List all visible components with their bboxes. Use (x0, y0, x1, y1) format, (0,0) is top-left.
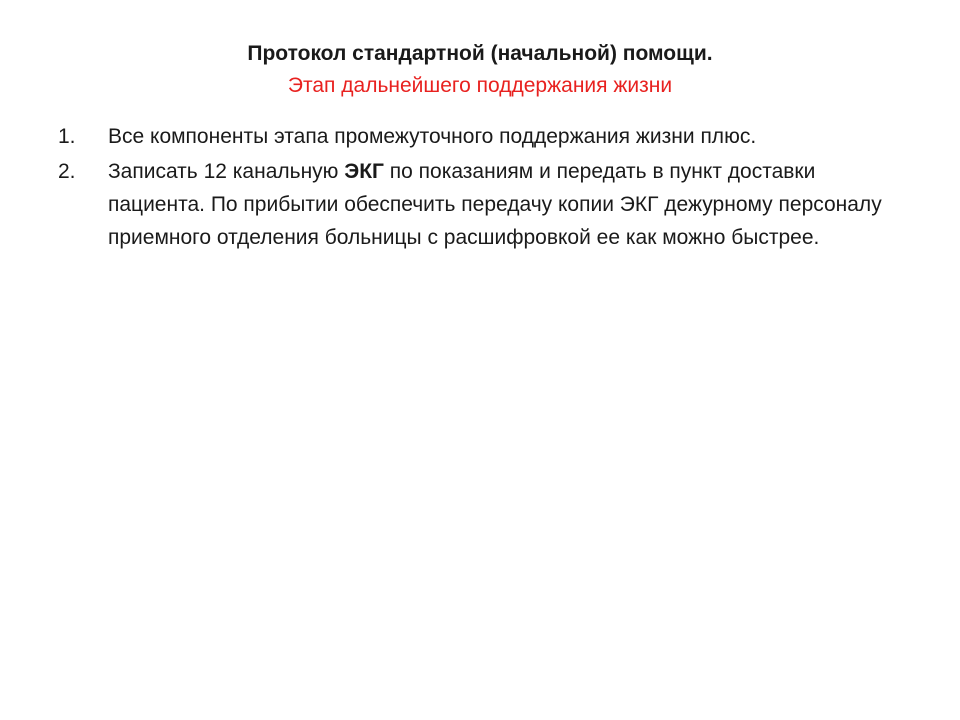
list-item-1 (58, 120, 888, 153)
list-item-text (108, 160, 882, 249)
list-item-2 (58, 155, 888, 254)
list-item-number: 2. (58, 160, 76, 183)
title-block (80, 38, 880, 102)
list-item-text: Все компоненты этапа промежуточного поддержания жизни плюс. (108, 125, 757, 148)
slide-subtitle: Этап дальнейшего поддержания жизни (287, 74, 673, 97)
ecg-bold-term: ЭКГ (344, 160, 384, 183)
numbered-list (58, 120, 888, 256)
list-item-text-before: Записать 12 канальную (108, 160, 345, 183)
list-item-number: 1. (58, 125, 76, 148)
slide-title: Протокол стандартной (начальной) помощи. (247, 42, 713, 65)
list-item-text-after: по показаниям и передать в пункт доставки пациента. По прибытии обеспечить передачу копии ЭКГ дежурному персоналу приемного отделения больницы с расшифровкой ее как можно быстрее. (108, 160, 882, 249)
